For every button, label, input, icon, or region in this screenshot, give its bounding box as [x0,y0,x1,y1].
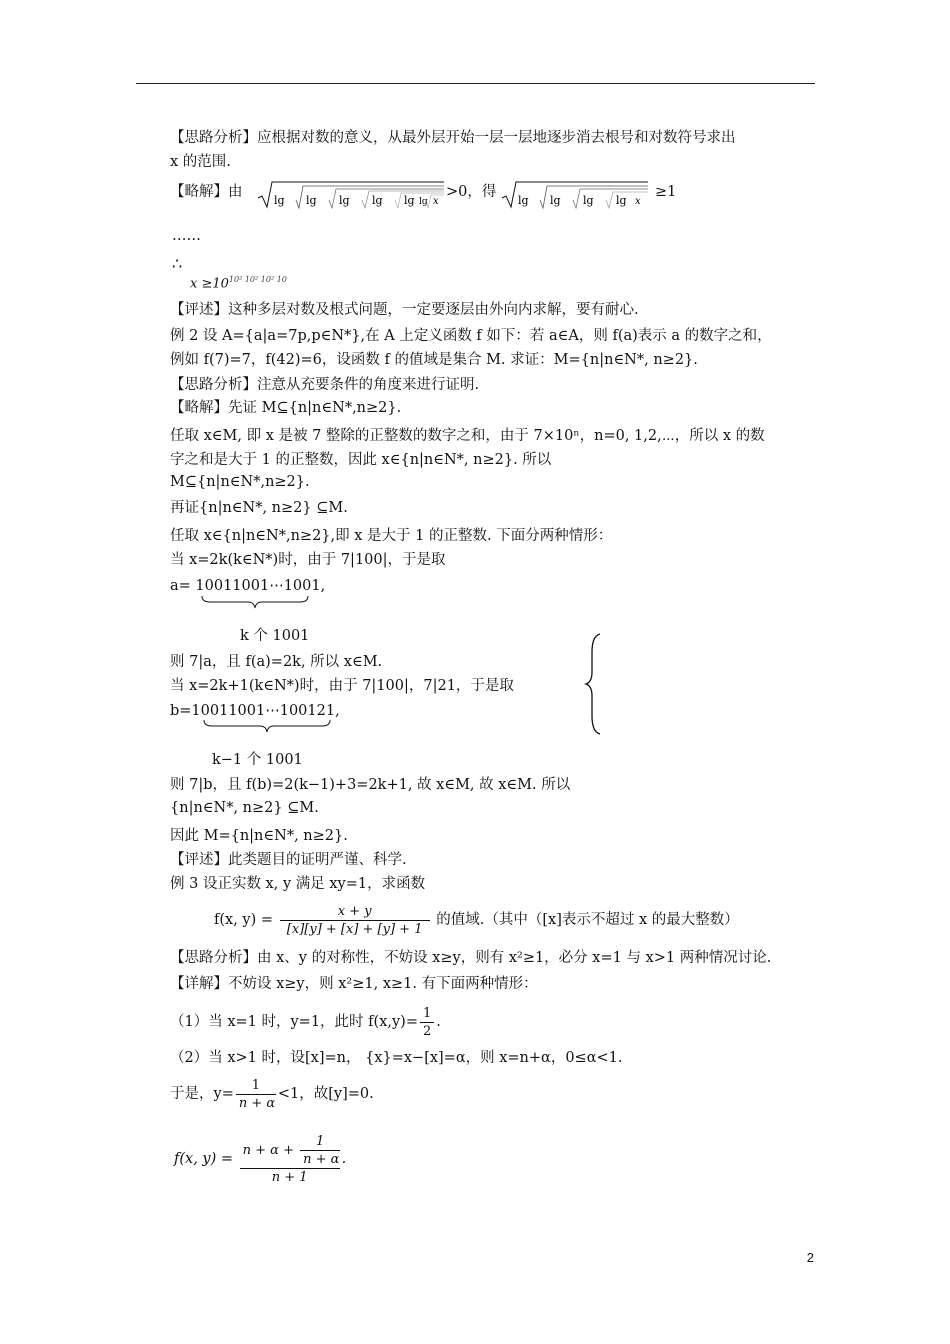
text-line: （2）当 x>1 时，设[x]=n， {x}=x−[x]=α，则 x=n+α，0≤α<1. [170,1050,623,1066]
fraction-numerator: 1 [422,1005,432,1021]
text-line: 【详解】不妨设 x≥y，则 x²≥1, x≥1. 有下面两种情形： [170,976,538,992]
formula-line [170,1000,441,1044]
power-exponent: 10² 10² 10² 10 [228,275,287,284]
fraction-numerator: 1 [251,1077,260,1093]
text-line: M⊆{n|n∈N*,n≥2}. [170,474,310,490]
formula-line [174,1124,346,1194]
formula-lhs: f(x, y) = [174,1151,234,1167]
text-line: 【思路分析】应根据对数的意义，从最外层开始一层一层地逐步消去根号和对数符号求出 [170,130,736,146]
text-line: 例 3 设正实数 x, y 满足 xy=1，求函数 [170,876,426,892]
text-line: 【略解】先证 M⊆{n|n∈N*,n≥2}. [170,400,402,416]
svg-text:lg: lg [372,194,383,207]
nested-radical-2 [500,178,650,210]
text-line: 当 x=2k(k∈N*)时，由于 7|100|，于是取 [170,552,446,568]
text-line: 任取 x∈M, 即 x 是被 7 整除的正整数的数字之和，由于 7×10ⁿ，n=0, 1,2,⋯，所以 x 的数 [170,428,765,444]
text-line: 则 7|a，且 f(a)=2k, 所以 x∈M. [170,654,383,670]
text-line: 【评述】这种多层对数及根式问题，一定要逐层由外向内求解，要有耐心. [170,302,639,318]
brace-label-a: k 个 1001 [240,628,310,644]
text-fragment: ≥1 [655,184,677,200]
ellipsis: …… [172,228,201,244]
text-line: b=10011001⋯100121, [170,703,340,719]
svg-text:lg: lg [616,194,627,207]
text-line: 【评述】此类题目的证明严谨、科学. [170,852,407,868]
fraction-denominator: n + α [238,1095,276,1111]
brace-label-b: k−1 个 1001 [212,752,303,768]
therefore-sign: ∴ [172,254,183,273]
text-line: 因此 M={n|n∈N*, n≥2}. [170,828,348,844]
text-line: 【思路分析】由 x、y 的对称性，不妨设 x≥y，则有 x²≥1，必分 x=1 与 x>1 两种情况讨论. [170,950,772,966]
compound-fraction [240,1133,340,1186]
underbrace-a [200,594,310,610]
svg-text:lg: lg [583,194,594,207]
svg-text:lg: lg [339,194,350,207]
nested-radical-1 [256,178,446,210]
text-line: a= 10011001⋯1001, [170,578,326,594]
formula-lhs: f(x, y) = [214,912,274,928]
text-fragment: 于是，y= [170,1086,234,1102]
text-fragment: （1）当 x=1 时，y=1，此时 f(x,y)= [170,1014,418,1030]
svg-text:lg: lg [518,194,529,207]
text-line: 则 7|b，且 f(b)=2(k−1)+3=2k+1, 故 x∈M, 故 x∈M. 所以 [170,777,571,793]
text-line: 当 x=2k+1(k∈N*)时，由于 7|100|，7|21，于是取 [170,678,514,694]
svg-text:x: x [635,196,641,207]
text-line: 【思路分析】注意从充要条件的角度来进行证明. [170,377,480,393]
svg-text:x: x [433,196,439,207]
numerator-text: n + α + [242,1142,294,1158]
fraction [236,1077,276,1112]
fraction [280,903,430,938]
fraction-denominator: [x][y] + [x] + [y] + 1 [286,921,423,937]
text-line: x 的范围. [170,154,231,170]
text-fragment: 【略解】由 [170,184,243,200]
underbrace-b [202,718,334,734]
fraction [420,1005,434,1040]
text-line: 再证{n|n∈N*, n≥2} ⊆M. [170,500,348,516]
text-line: 例如 f(7)=7，f(42)=6，设函数 f 的值域是集合 M. 求证：M={n|n∈N*, n≥2}. [170,352,698,368]
text-fragment: . [436,1014,441,1030]
inner-fraction [300,1133,340,1168]
fraction-numerator: x + y [337,903,372,919]
compound-numerator [240,1133,340,1168]
text-line: 例 2 设 A={a|a=7p,p∈N*},在 A 上定义函数 f 如下：若 a∈A，则 f(a)表示 a 的数字之和， [170,328,772,344]
svg-text:lg: lg [419,197,428,207]
power-base: x ≥10 [190,276,229,292]
inner-numerator: 1 [315,1133,325,1149]
left-brace [584,632,604,736]
text-fragment: . [341,1151,347,1167]
power-tower [190,270,287,294]
svg-text:lg: lg [404,194,415,207]
text-line: {n|n∈N*, n≥2} ⊆M. [170,800,319,816]
text-line: 任取 x∈{n|n∈N*,n≥2},即 x 是大于 1 的正整数. 下面分两种情形： [170,528,613,544]
fraction-denominator: 2 [422,1023,432,1039]
fraction-denominator: n + 1 [271,1169,308,1185]
page-number: 2 [806,1250,814,1265]
text-line: 字之和是大于 1 的正整数，因此 x∈{n|n∈N*, n≥2}. 所以 [170,452,552,468]
formula-line [214,900,739,940]
text-line [170,182,243,202]
header-rule [136,83,815,84]
text-fragment: >0，得 [446,184,497,200]
text-fragment: <1，故[y]=0. [277,1086,374,1102]
formula-line [170,1072,374,1116]
svg-text:lg: lg [274,194,285,207]
svg-text:lg: lg [306,194,317,207]
inner-denominator: n + α [303,1151,340,1167]
text-fragment: 的值域.（其中（[x]表示不超过 x 的最大整数） [436,912,739,928]
svg-text:lg: lg [550,194,561,207]
